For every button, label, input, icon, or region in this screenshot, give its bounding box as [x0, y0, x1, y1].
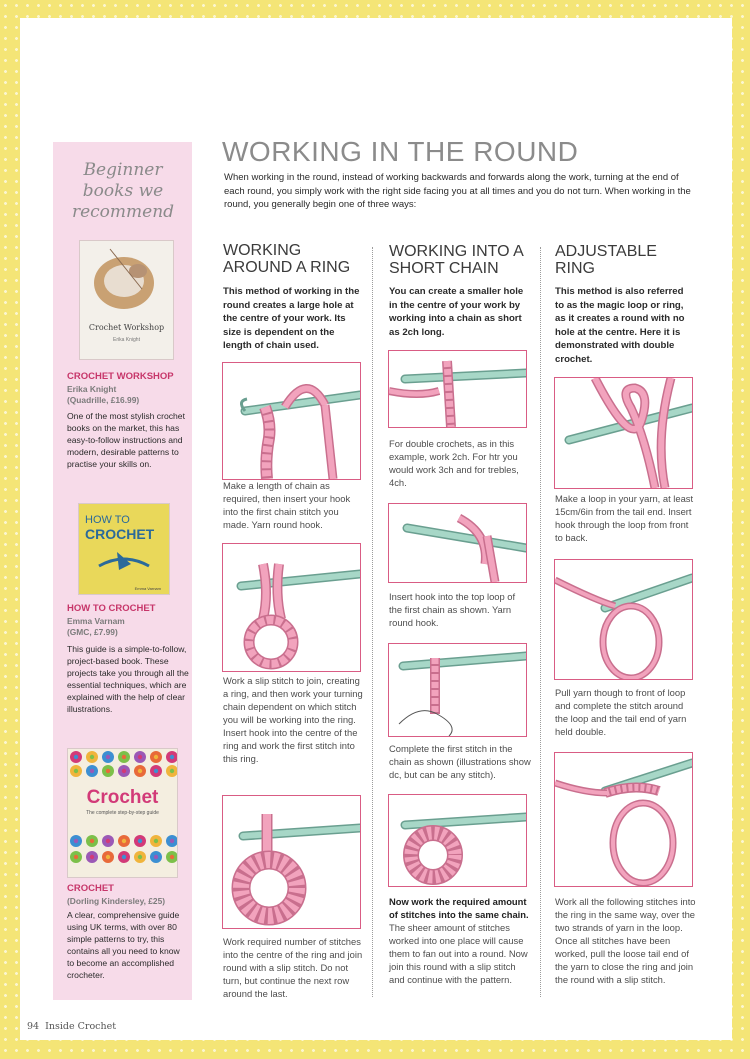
step-illustration: [388, 350, 527, 428]
flower-centre: [154, 855, 158, 859]
step-illustration: [222, 795, 361, 929]
flower-centre: [122, 769, 126, 773]
book-title: CROCHET WORKSHOP: [67, 371, 174, 382]
step-caption: Work all the following stitches into the ring in the same way, over the two strands of yarn in the loop. Once all stitches have been worked, pull the loose tail end of the yarn to close the ring and join the round with a slip stitch.: [555, 896, 696, 985]
step-caption: Complete the first stitch in the chain as shown (illustrations show dc, but can be any stitch).: [389, 743, 531, 780]
step-caption: Work required number of stitches into the centre of the ring and join round with a slip stitch. Do not turn, but continue the next row around the last.: [223, 936, 363, 999]
step-illustration: [222, 543, 361, 672]
worked-ring-illustration: [223, 796, 360, 928]
book-publisher: (GMC, £7.99): [67, 627, 118, 637]
article-intro: When working in the round, instead of working backwards and forwards along the work, turning at the end of each round, you simply work with the right side facing you at all times and you do not turn. When working in the round, you generally begin one of three ways:: [224, 172, 691, 210]
flower-centre: [106, 839, 110, 843]
flower-centre: [138, 769, 142, 773]
flower-centre: [154, 755, 158, 759]
book-title: HOW TO CROCHET: [67, 603, 156, 614]
book-cover-how-to-crochet: [78, 503, 170, 595]
worked-adjustable-ring-illustration: [555, 753, 692, 886]
column-divider: [540, 247, 541, 997]
flower-centre: [74, 755, 78, 759]
insert-hook-illustration: [389, 504, 526, 582]
flower-centre: [170, 769, 174, 773]
column-intro: You can create a smaller hole in the centre of your work by working into a chain as short as 2ch long.: [389, 286, 524, 338]
step-illustration: [388, 643, 527, 737]
book-publisher: (Dorling Kindersley, £25): [67, 896, 166, 906]
crochet-cover-subtitle: The complete step-by-step guide: [86, 810, 159, 816]
step-caption: Insert hook into the top loop of the first chain as shown. Yarn round hook.: [389, 591, 516, 628]
step-illustration: [222, 362, 361, 480]
flower-centre: [74, 769, 78, 773]
column-intro: This method of working in the round creates a large hole at the centre of your work. Its size is dependent on the length of chain used.: [223, 286, 360, 351]
book-cover-crochet: [67, 748, 178, 878]
step-caption: Make a length of chain as required, then insert your hook into the first chain stitch you made. Yarn round hook.: [223, 480, 351, 530]
flower-centre: [74, 855, 78, 859]
flower-centre: [106, 855, 110, 859]
step-illustration: [554, 752, 693, 887]
flower-centre: [170, 755, 174, 759]
flower-centre: [154, 839, 158, 843]
flower-centre: [122, 839, 126, 843]
magic-loop-illustration: [555, 378, 692, 488]
step-caption: For double crochets, as in this example, work 2ch. For htr you would work 3ch and for trebles, 4ch.: [389, 438, 519, 488]
how-to-crochet-cover-text-1: HOW TO: [85, 514, 130, 526]
column-divider: [372, 247, 373, 997]
flower-centre: [170, 839, 174, 843]
book-publisher: (Quadrille, £16.99): [67, 395, 140, 405]
book-description: A clear, comprehensive guide using UK terms, with over 80 simple patterns to try, this contains all you need to know to become an accomplished crocheter.: [67, 910, 180, 980]
how-to-crochet-cover-text-2: CROCHET: [85, 526, 155, 542]
step-illustration: [388, 503, 527, 583]
slip-stitch-ring-illustration: [223, 544, 360, 671]
flower-centre: [90, 839, 94, 843]
book-author: Emma Varnam: [67, 616, 125, 626]
how-to-crochet-cover-author: Emma Varnam: [134, 586, 161, 591]
flower-centre: [106, 769, 110, 773]
step-caption: Pull yarn though to front of loop and complete the stitch around the loop and the tail end of yarn held double.: [555, 687, 687, 737]
step-illustration: [388, 794, 527, 887]
step-caption: [389, 895, 529, 986]
page-footer: [27, 1021, 116, 1032]
book-cover-crochet-workshop: [79, 240, 174, 360]
flower-centre: [122, 755, 126, 759]
flower-centre: [74, 839, 78, 843]
flower-centre: [106, 755, 110, 759]
pull-yarn-illustration: [555, 560, 692, 679]
flower-centre: [138, 755, 142, 759]
sidebar-heading: Beginner books we recommend: [71, 160, 175, 222]
flower-centre: [122, 855, 126, 859]
flower-centre: [90, 855, 94, 859]
crochet-workshop-cover-author: Erika Knight: [113, 337, 140, 343]
step-caption-bold: Now work the required amount of stitches into the same chain.: [389, 896, 529, 920]
page-title: WORKING IN THE ROUND: [222, 136, 579, 167]
step-caption: Work a slip stitch to join, creating a ring, and then work your turning chain dependent on which stitch you will be working into the ring. Insert hook into the centre of the ring and work the first stitch into this ring.: [223, 675, 363, 764]
book-description: This guide is a simple-to-follow, project-based book. These projects take you through all the essential techniques, which are explained with the help of clear illustrations.: [67, 644, 189, 714]
column-heading-short-chain: WORKING INTO A SHORT CHAIN: [389, 243, 523, 277]
page-number: 94: [27, 1021, 40, 1032]
step-caption: Make a loop in your yarn, at least 15cm/6in from the tail end. Insert hook through the loop from front to back.: [555, 493, 694, 543]
book-description: One of the most stylish crochet books on the market, this has easy-to-follow instructions and modern, desirable patterns to practise your skills on.: [67, 411, 185, 469]
crochet-cover-title: Crochet: [86, 787, 159, 808]
step-illustration: [554, 377, 693, 489]
flower-centre: [90, 769, 94, 773]
book-title: CROCHET: [67, 883, 114, 894]
first-stitch-illustration: [389, 644, 526, 736]
column-heading-adjustable-ring: ADJUSTABLE RING: [555, 243, 657, 277]
step-caption-text: The sheer amount of stitches worked into one place will cause them to fan out into a round. Now join this round with a slip stitch and continue with the pattern.: [389, 922, 528, 985]
flower-centre: [170, 855, 174, 859]
short-chain-illustration: [389, 351, 526, 427]
flower-centre: [154, 769, 158, 773]
flower-centre: [90, 755, 94, 759]
crochet-workshop-cover-title: Crochet Workshop: [88, 323, 165, 332]
column-heading-around-a-ring: WORKING AROUND A RING: [223, 242, 351, 276]
chain-hook-illustration: [223, 363, 360, 479]
column-intro: This method is also referred to as the magic loop or ring, as it creates a round with no hole at the centre. Here it is demonstrated with double crochet.: [555, 286, 685, 365]
publication-name: Inside Crochet: [45, 1021, 117, 1032]
flower-centre: [138, 839, 142, 843]
flower-centre: [138, 855, 142, 859]
step-illustration: [554, 559, 693, 680]
book-author: Erika Knight: [67, 384, 117, 394]
fanned-round-illustration: [389, 795, 526, 886]
